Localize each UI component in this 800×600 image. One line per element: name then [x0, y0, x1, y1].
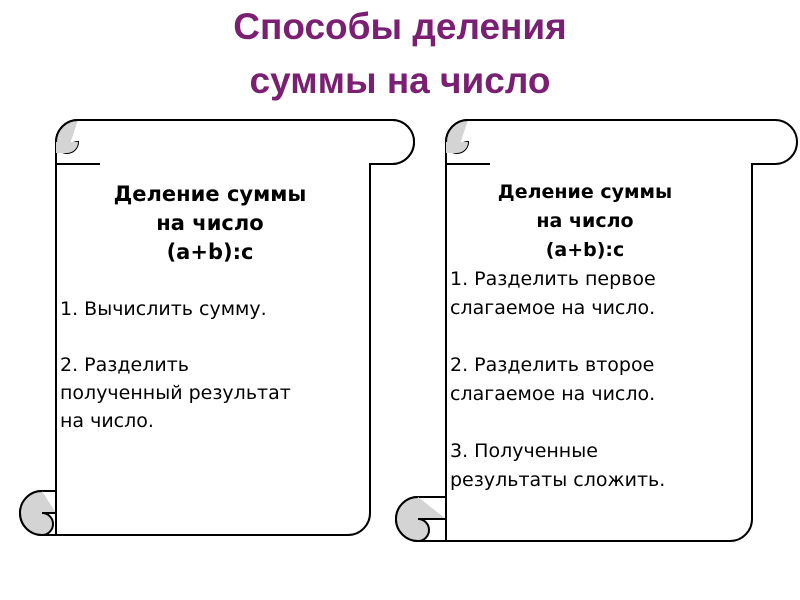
right-card-step-1a: 1. Разделить первое — [450, 268, 656, 290]
right-card — [450, 178, 750, 495]
left-card-heading-2: на число — [156, 211, 264, 235]
title-line-2: суммы на число — [249, 60, 551, 101]
right-card-step-1b: слагаемое на число. — [450, 297, 656, 319]
left-card-step-2b: полученный результат — [60, 382, 291, 404]
left-card-step-1: 1. Вычислить сумму. — [60, 298, 267, 320]
left-card-formula: (a+b):c — [166, 240, 254, 264]
right-card-heading-1: Деление суммы — [497, 181, 673, 203]
right-card-step-2a: 2. Разделить второе — [450, 354, 655, 376]
right-card-heading-2: на число — [536, 210, 634, 232]
left-card-heading-1: Деление суммы — [113, 182, 307, 206]
left-card-step-2a: 2. Разделить — [60, 354, 189, 376]
left-card — [60, 180, 360, 435]
left-card-step-2c: на число. — [60, 410, 154, 432]
right-card-formula: (a+b):c — [545, 239, 625, 261]
right-card-step-3b: результаты сложить. — [450, 469, 666, 491]
right-card-step-2b: слагаемое на число. — [450, 383, 656, 405]
title-line-1: Способы деления — [233, 6, 567, 47]
right-card-step-3a: 3. Полученные — [450, 440, 598, 462]
